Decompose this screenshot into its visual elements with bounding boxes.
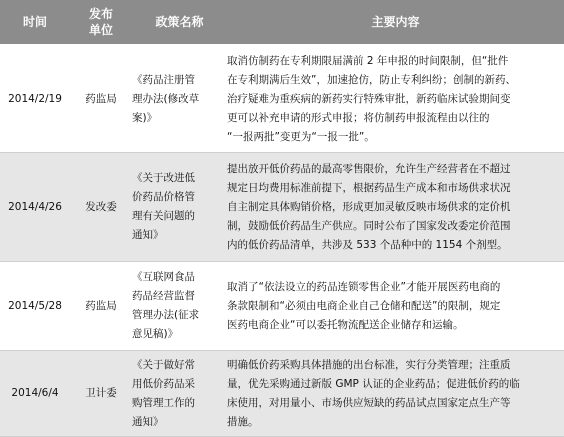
header-dept	[70, 0, 132, 45]
policy-name-line: 药品经营监督	[132, 290, 195, 302]
table-row	[0, 262, 564, 351]
policy-name-line: 价药品价格管	[132, 191, 195, 203]
header-content: 主要内容	[227, 0, 564, 45]
cell-dept: 药监局	[70, 45, 132, 153]
cell-policy-name	[132, 45, 227, 153]
cell-dept: 药监局	[70, 262, 132, 351]
cell-date: 2014/2/19	[0, 45, 70, 153]
cell-content	[227, 351, 564, 437]
policy-name-line: 意见稿)》	[132, 328, 179, 340]
table-row	[0, 153, 564, 262]
content-line: 取消仿制药在专利期限届满前 2 年申报的时间限制，但“批件	[227, 54, 509, 67]
content-line: 取消了“依法设立的药品连锁零售企业”才能开展医药电商的	[227, 280, 501, 293]
cell-policy-name	[132, 262, 227, 351]
policy-name-line: 用低价药品采	[132, 377, 195, 390]
policy-name-line: 案)》	[132, 111, 158, 124]
table-row	[0, 351, 564, 437]
content-line: 措施。	[227, 415, 259, 428]
policy-name-line: 《关于改进低	[132, 172, 195, 184]
cell-content	[227, 45, 564, 153]
header-name: 政策名称	[132, 0, 227, 45]
content-line: 床使用，对用量小、市场供应短缺的药品试点国家定点生产等	[227, 396, 511, 409]
content-line: 医药电商企业“可以委托物流配送企业储存和运输。	[227, 318, 464, 331]
content-line: 治疗疑难为重疾病的新药实行特殊审批，新药临床试验期间变	[227, 92, 511, 105]
policy-name-line: 《关于做好常	[132, 358, 195, 371]
table-header-row	[0, 0, 564, 45]
cell-dept: 卫计委	[70, 351, 132, 437]
cell-dept: 发改委	[70, 153, 132, 262]
cell-policy-name	[132, 351, 227, 437]
table-row	[0, 45, 564, 153]
content-line: 规定日均费用标准前提下，根据药品生产成本和市场供求状况	[227, 181, 511, 194]
policy-name-line: 《药品注册管	[132, 73, 195, 86]
header-date: 时间	[0, 0, 70, 45]
content-line: 在专利期满后生效”，加速抢仿，防止专利纠纷；创制的新药、	[227, 73, 516, 86]
policy-name-line: 通知》	[132, 229, 164, 241]
content-line: 明确低价药采购具体措施的出台标准，实行分类管理；注重质	[227, 358, 511, 371]
policy-name-line: 《互联网食品	[132, 271, 195, 283]
policy-name-line: 理有关问题的	[132, 210, 195, 222]
header-dept-line: 发布	[88, 7, 113, 21]
content-line: 条款限制和“必须由电商企业自己仓储和配送”的限制，规定	[227, 299, 501, 312]
policy-name-line: 通知》	[132, 415, 164, 428]
content-line: 制，鼓励低价药品生产供应。同时公布了国家发改委定价范围	[227, 219, 511, 232]
cell-content	[227, 262, 564, 351]
content-line: 内的低价药品清单，共涉及 533 个品种中的 1154 个剂型。	[227, 238, 508, 251]
content-line: 更可以补充申请的形式申报；将仿制药申报流程由以往的	[227, 111, 490, 124]
content-line: 自主制定具体购销价格，形成更加灵敏反映市场供求的定价机	[227, 200, 511, 213]
content-line: “一报两批”变更为“一报一批”。	[227, 130, 375, 143]
content-line: 提出放开低价药品的最高零售限价，允许生产经营者在不超过	[227, 162, 511, 175]
cell-date: 2014/5/28	[0, 262, 70, 351]
policy-name-line: 购管理工作的	[132, 396, 195, 409]
cell-content	[227, 153, 564, 262]
policy-name-line: 管理办法(征求	[132, 309, 200, 321]
header-dept-line: 单位	[88, 23, 113, 37]
cell-date: 2014/6/4	[0, 351, 70, 437]
cell-date: 2014/4/26	[0, 153, 70, 262]
cell-policy-name	[132, 153, 227, 262]
policy-name-line: 理办法(修改草	[132, 92, 200, 105]
content-line: 量，优先采购通过新版 GMP 认证的企业药品；促进低价药的临	[227, 377, 520, 390]
